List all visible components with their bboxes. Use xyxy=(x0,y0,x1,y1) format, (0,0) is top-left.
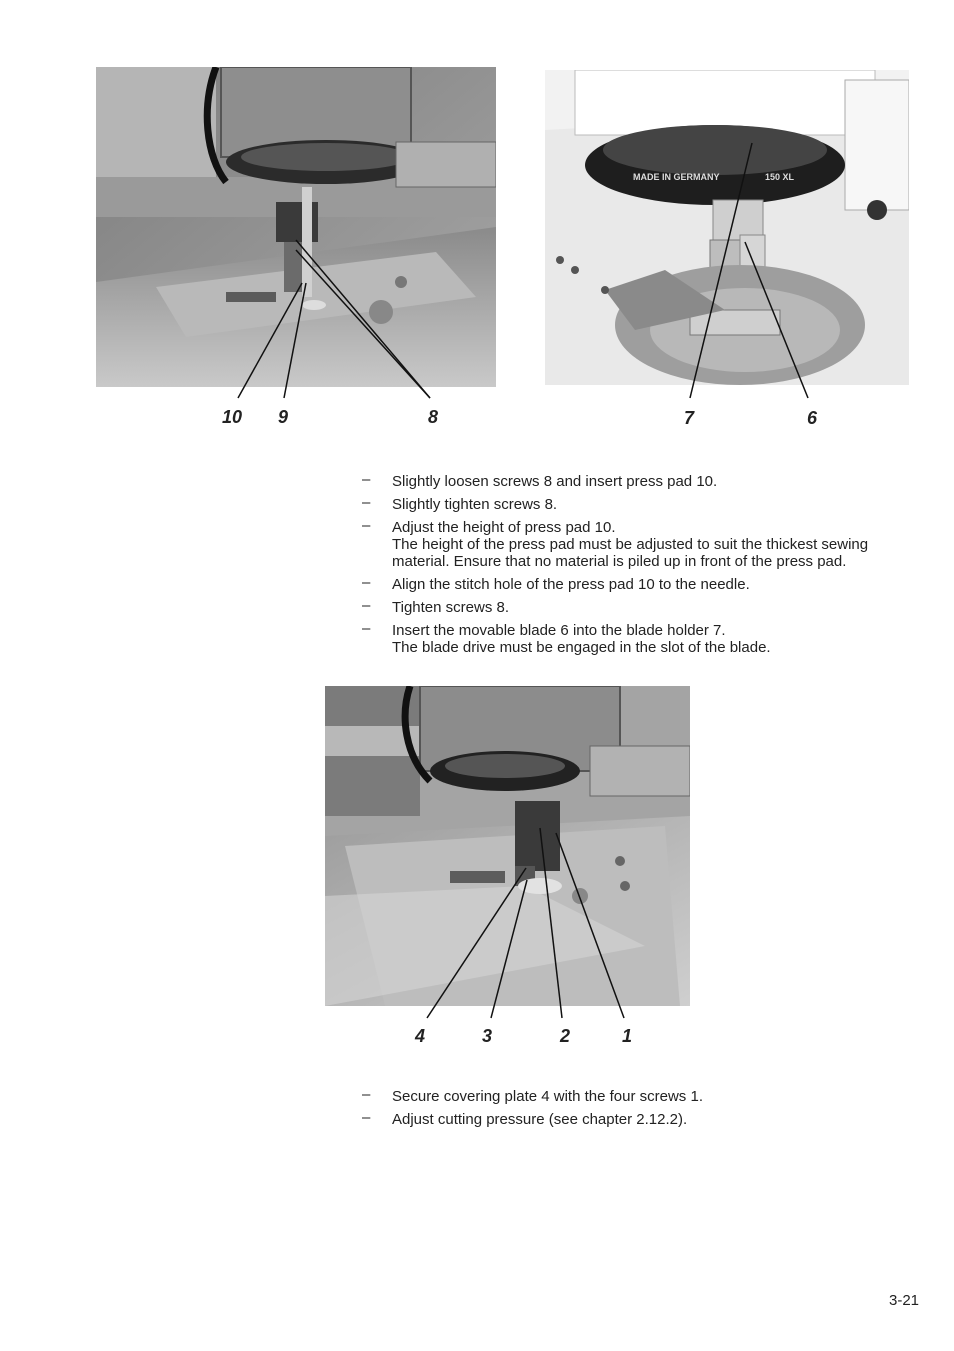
list-item xyxy=(362,622,922,656)
callout-6: 6 xyxy=(807,408,818,428)
dash-bullet: – xyxy=(362,1109,371,1126)
list-item xyxy=(362,576,922,593)
list-item xyxy=(362,473,922,490)
list-item xyxy=(362,599,922,616)
step-text: Secure covering plate 4 with the four screws 1. xyxy=(392,1088,703,1105)
instruction-list-2 xyxy=(362,1088,922,1134)
step-text: Adjust the height of press pad 10. xyxy=(392,519,616,536)
list-item xyxy=(362,1088,922,1105)
dash-bullet: – xyxy=(362,494,371,511)
callout-2: 2 xyxy=(560,1026,571,1046)
step-text: Tighten screws 8. xyxy=(392,599,509,616)
step-text: Insert the movable blade 6 into the blade holder 7. xyxy=(392,622,726,639)
step-text: Slightly loosen screws 8 and insert press pad 10. xyxy=(392,473,718,490)
belt-size-label: 150 XL xyxy=(765,172,795,182)
callout-7: 7 xyxy=(684,408,695,428)
dash-bullet: – xyxy=(362,620,371,637)
dash-bullet: – xyxy=(362,471,371,488)
list-item xyxy=(362,1111,922,1128)
callout-3: 3 xyxy=(482,1026,493,1046)
list-item xyxy=(362,519,922,570)
list-item xyxy=(362,496,922,513)
callout-10: 10 xyxy=(222,407,243,427)
step-subtext: The height of the press pad must be adjusted to suit the thickest sewing material. Ensure that no material is piled up in front of the press pad. xyxy=(392,536,869,570)
callout-8: 8 xyxy=(428,407,439,427)
dash-bullet: – xyxy=(362,574,371,591)
step-text: Slightly tighten screws 8. xyxy=(392,496,558,513)
step-subtext: The blade drive must be engaged in the slot of the blade. xyxy=(392,639,771,656)
instruction-list-1 xyxy=(362,473,922,662)
belt-label: MADE IN GERMANY xyxy=(633,172,720,182)
step-text: Align the stitch hole of the press pad 10 to the needle. xyxy=(392,576,750,593)
callout-1: 1 xyxy=(622,1026,633,1046)
dash-bullet: – xyxy=(362,1086,371,1103)
callout-4: 4 xyxy=(415,1026,426,1046)
callout-9: 9 xyxy=(278,407,289,427)
page-number: 3-21 xyxy=(889,1292,920,1309)
step-text: Adjust cutting pressure (see chapter 2.12.2). xyxy=(392,1111,688,1128)
dash-bullet: – xyxy=(362,597,371,614)
dash-bullet: – xyxy=(362,517,371,534)
